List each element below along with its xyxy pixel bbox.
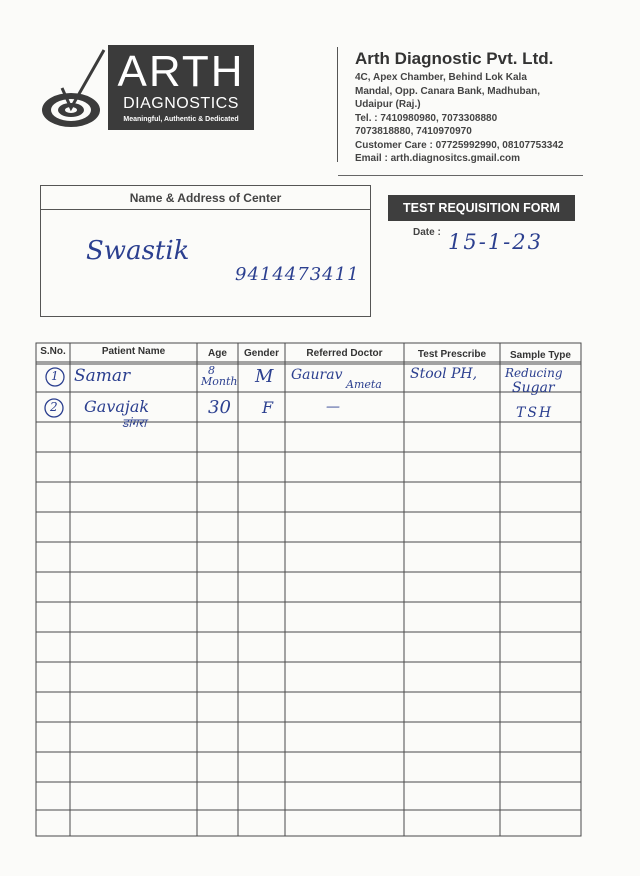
center-name: Swastik [86,236,190,266]
row-sno: 1 [51,369,59,383]
logo-tagline: Meaningful, Authentic & Dedicated [123,116,239,123]
form-title: TEST REQUISITION FORM [388,195,575,221]
date-value: 15-1-23 [448,230,543,254]
center-phone: 9414473411 [235,264,360,285]
column-header-age: Age [208,348,227,359]
row-gender: M [255,366,274,387]
row-age: 30 [208,397,231,418]
row-age-unit: Month [201,375,238,388]
address-line: Udaipur (Raj.) [355,99,421,110]
address-line: Mandal, Opp. Canara Bank, Madhuban, [355,85,541,97]
address-line: 7073818880, 7410970970 [355,126,472,137]
logo-subtitle: DIAGNOSTICS [123,95,239,112]
header-divider [337,47,338,162]
column-header-sno: S.No. [40,346,66,357]
column-header-gender: Gender [243,348,279,359]
row-sno: 2 [50,400,58,414]
logo-target-icon [40,48,108,130]
row-sample-type: Reducing [505,366,563,380]
address-line: Email : arth.diagnositcs.gmail.com [355,153,521,164]
row-referred-doctor: — [326,399,340,415]
row-test-prescribe: Stool PH, [410,366,478,382]
header-rule [338,175,583,176]
row-referred-doctor-extra: Ameta [346,378,382,391]
company-name: Arth Diagnostic Pvt. Ltd. [355,49,554,68]
row-referred-doctor: Gaurav [291,367,343,383]
column-header-patient-name: Patient Name [101,346,166,357]
row-gender: F [262,398,274,417]
center-box-title: Name & Address of Center [41,186,370,210]
column-header-sample-type: Sample Type [510,350,571,361]
row-patient-name: Samar [74,366,131,386]
company-address [355,71,564,166]
row-sample-type-extra: Sugar [512,380,555,396]
column-header-test-prescribe: Test Prescribe [417,349,487,360]
logo-name: ARTH [117,47,245,96]
column-header-referred-doctor: Referred Doctor [306,348,383,359]
row-patient-name-extra: डांगरा [122,416,147,430]
date-label: Date : [413,227,441,238]
address-line: 4C, Apex Chamber, Behind Lok Kala [355,72,527,83]
row-patient-name: Gavajak [84,397,150,416]
address-line: Customer Care : 07725992990, 08107753342 [355,139,564,151]
address-line: Tel. : 7410980980, 7073308880 [355,112,498,124]
logo [108,45,254,130]
row-age: 8 [208,364,215,377]
row-sample-type: TSH [516,405,554,421]
